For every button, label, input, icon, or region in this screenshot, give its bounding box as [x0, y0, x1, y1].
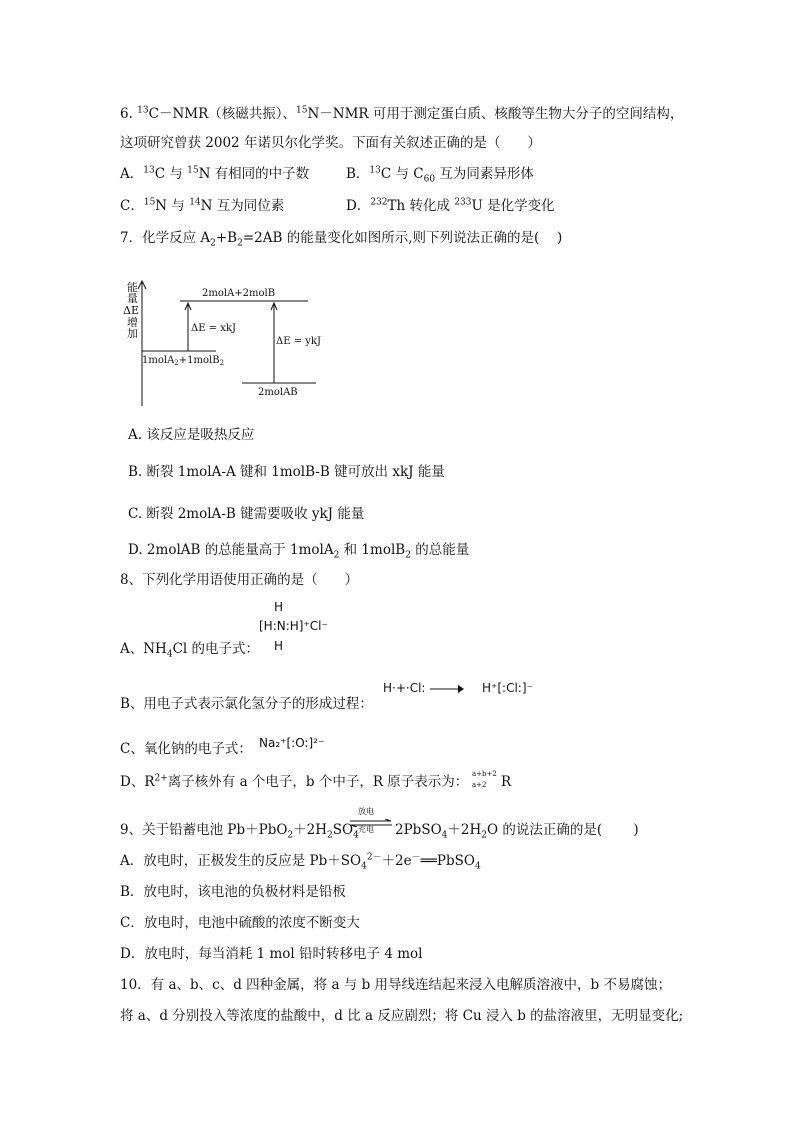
- q8-d-symbol-number: a+2: [472, 781, 487, 789]
- q7-option-a: A. 该反应是吸热反应: [128, 427, 255, 443]
- q6-stem-line1: 6. $^{13}$C－NMR（核磁共振）、$^{15}$N－NMR 可用于测定蛋白质、核酸等生物大分子的空间结构，: [120, 105, 684, 122]
- q9-stem-left: 9、关于铅蓄电池 $Pb+PbO_2+2H_2SO_4$: [120, 822, 359, 841]
- q10-stem-line2: 将 a、d 分别投入等浓度的盐酸中，d 比 a 反应剧烈；将 Cu 浸入 b 的盐溶液里，无明显变化;: [120, 1008, 684, 1024]
- arrow-label-charge: 充电: [358, 825, 374, 834]
- q8-b-formula-left: H·+·Cl:: [383, 681, 426, 695]
- y-label-2: 量: [127, 292, 138, 305]
- q7-stem: 7．化学反应 $A_2+B_2=2AB$ 的能量变化如图所示,则下列说法正确的是( ): [120, 230, 563, 249]
- delta-y-label: ΔE = ykJ: [276, 336, 321, 347]
- q8-stem: 8、下列化学用语使用正确的是（ ）: [120, 572, 359, 588]
- q8-d-symbol: R: [501, 774, 512, 790]
- q8-option-d: D、$R^{2+}$离子核外有 a 个电子，b 个中子，R 原子表示为：: [120, 773, 469, 790]
- q8-option-a: A、$NH_4Cl$ 的电子式：: [120, 641, 260, 660]
- y-label-4: 增: [127, 316, 138, 329]
- q8-option-b: B、用电子式表示氯化氢分子的形成过程：: [120, 696, 373, 712]
- q6-stem-line2: 这项研究曾获 2002 年诺贝尔化学奖。下面有关叙述正确的是（ ）: [120, 135, 541, 151]
- delta-x-label: ΔE = xkJ: [191, 323, 236, 334]
- q6-option-c: C．$^{15}$N 与 $^{14}$N 互为同位素: [120, 197, 285, 214]
- q9-option-a: A．放电时，正极发生的反应是 $Pb+SO_4^{2-}+2e^-══PbSO_4$: [120, 852, 481, 872]
- q10-stem-line1: 10．有 a、b、c、d 四种金属，将 a 与 b 用导线连结起来浸入电解质溶液中，b 不易腐蚀；: [120, 977, 671, 993]
- q8-d-symbol-mass: a+b+2: [472, 770, 497, 778]
- q9-option-d: D．放电时，每当消耗 1 mol 铅时转移电子 4 mol: [120, 946, 423, 962]
- y-label-3: ΔE: [123, 304, 139, 317]
- arrow-label-discharge: 放电: [358, 807, 374, 816]
- q6-option-a: A．$^{13}$C 与 $^{15}$N 有相同的中子数: [120, 165, 310, 182]
- y-label-5: 加: [127, 327, 138, 340]
- left-level-label: 1molA$_2$+1molB$_2$: [142, 355, 225, 367]
- q8-a-formula-mid: [H:N:H]⁺Cl⁻: [259, 619, 328, 633]
- q6-option-b: B．$^{13}$C 与 $C_{60}$ 互为同素异形体: [346, 165, 534, 185]
- q6-option-d: D．$^{232}$Th 转化成 $^{233}$U 是化学变化: [346, 197, 555, 214]
- q7-option-d: D. 2molAB 的总能量高于 1molA$_2$ 和 1molB$_2$ 的总能量: [128, 542, 470, 561]
- q8-a-formula-top: H: [274, 600, 284, 614]
- q8-option-c: C、氧化钠的电子式：: [120, 741, 252, 757]
- q7-option-b: B. 断裂 1molA-A 键和 1molB-B 键可放出 xkJ 能量: [128, 464, 445, 480]
- top-level-label: 2molA+2molB: [202, 288, 276, 299]
- q9-option-b: B．放电时，该电池的负极材料是铅板: [120, 884, 346, 900]
- q9-stem-right: $2PbSO_4+2H_2O$ 的说法正确的是( ): [395, 822, 639, 841]
- q8-b-formula-right: H⁺[:Cl:]⁻: [482, 681, 533, 695]
- q8-a-formula-bot: H: [274, 639, 284, 653]
- energy-diagram: [118, 274, 338, 408]
- y-label-1: 能: [127, 281, 138, 294]
- q7-option-c: C. 断裂 2molA-B 键需要吸收 ykJ 能量: [128, 506, 365, 522]
- q9-option-c: C．放电时，电池中硫酸的浓度不断变大: [120, 915, 360, 931]
- bottom-level-label: 2molAB: [258, 387, 298, 398]
- q8-c-formula: Na₂⁺[:O:]²⁻: [259, 736, 325, 750]
- q9-reversible-arrow: [349, 807, 393, 838]
- reaction-arrow: [430, 684, 464, 694]
